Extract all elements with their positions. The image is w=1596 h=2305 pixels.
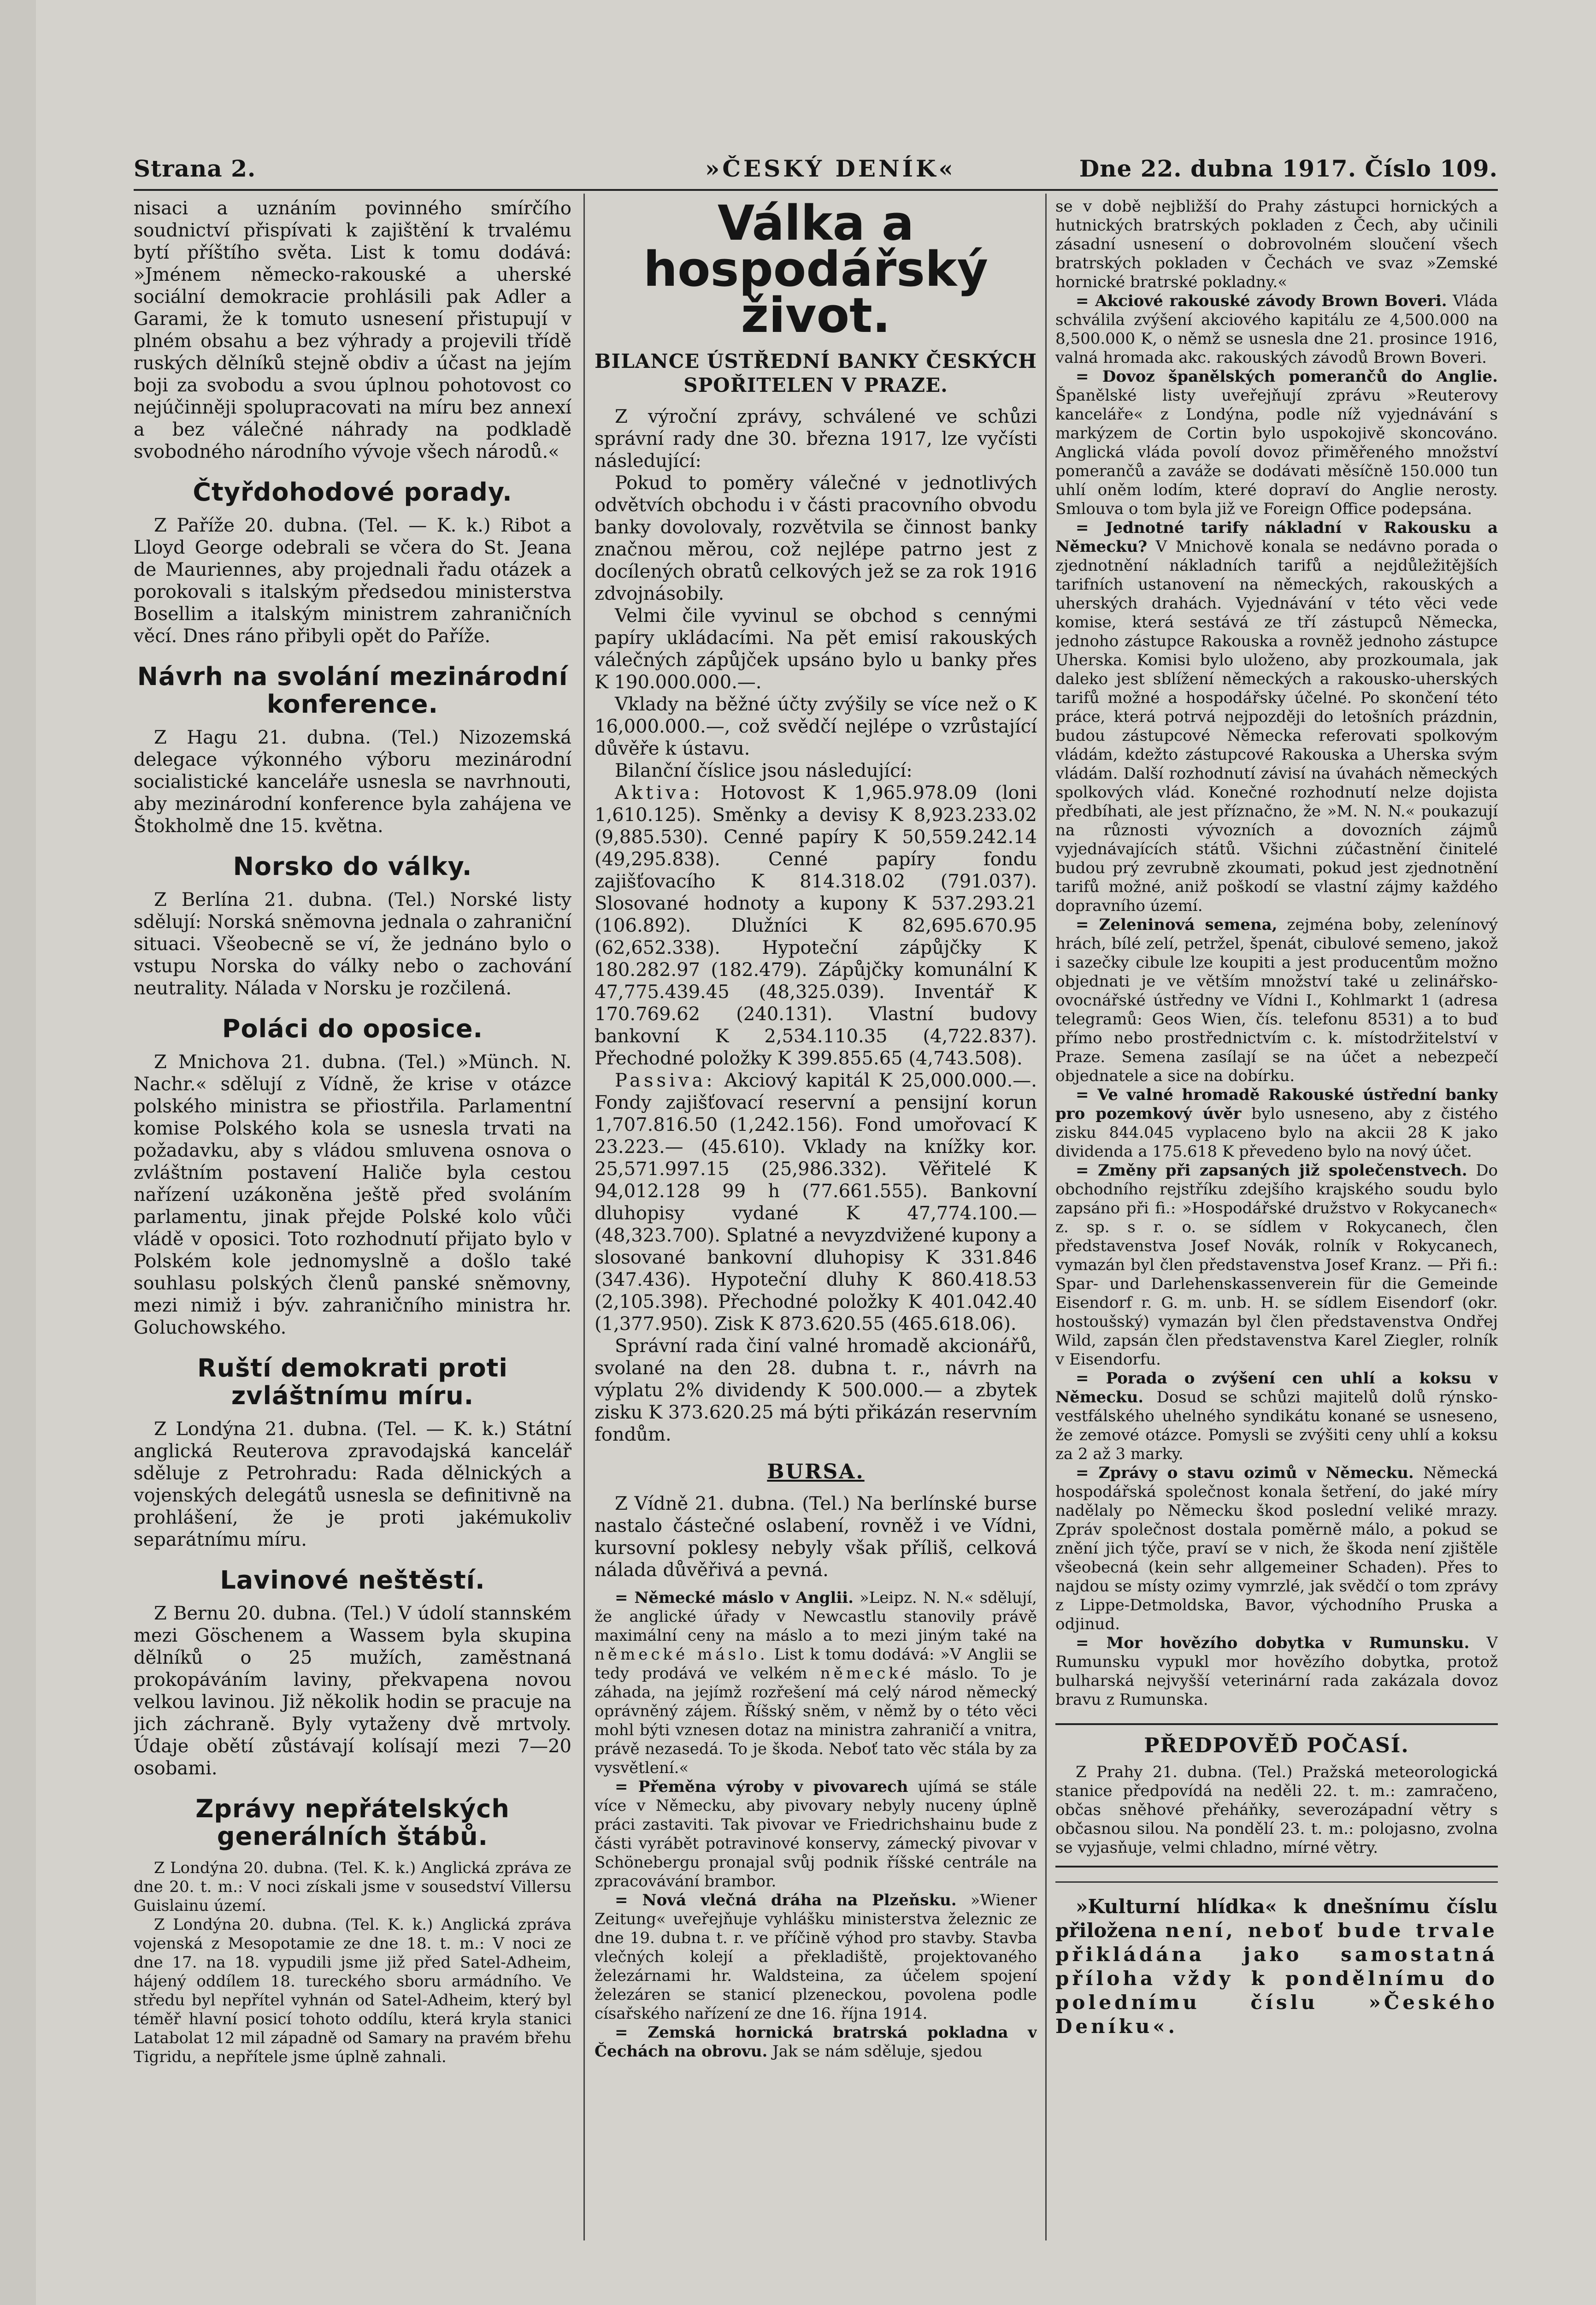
column-divider [1045, 194, 1047, 2240]
weather-forecast-text: Z Prahy 21. dubna. (Tel.) Pražská meteorologická stanice předpovídá na neděli 22. t. m.: zamračeno, občas sněhové přeháňky, severozápadní větry s občasnou silou. Na pondělí 23. t. m.: polojasno, zvolna se vyjasňuje, velmi chladno, mírné větry. [1055, 1763, 1498, 1857]
column-1 [134, 197, 571, 2263]
news-item: = Přeměna výroby v pivovarech ujímá se stále více v Německu, aby pivovary nebyly nuceny úplně práci zastaviti. Tak pivovar ve Friedrichshainu bude z části vyrábět potravinové konservy, zámecký pivovar v Schönebergu pronajal svůj podnik říšské centrále na zpracovávání brambor. [595, 1778, 1037, 1891]
article-body: Bilanční číslice jsou následující: [615, 760, 913, 781]
article-body: Pokud to poměry válečné v jednotlivých odvětvích obchodu i v části pracovního obvodu banky dovolovaly, rozvětvila se činnost banky značnou měrou, což nejlépe patrno jest z docílených obratů celkových jež se za rok 1916 zdvojnásobily. [595, 473, 1037, 604]
liabilities-figures: Akciový kapitál K 25,000.000.—. Fondy zajišťovací reservní a pensijní korun 1,707.816.50 (1,242.156). Fond umořovací K 23.223.— (45.610). Vklady na knížky kor. 25,571.997.15 (25,986.332). Věřitelé K 94,012.128 99 h (77.661.555). Bankovní dluhopisy vydané K 47,774.100.— (48,323.700). Splatné a nevyzdvižené kupony a slosované bankovní dluhopisy K 331.846 (347.436). Hypoteční dluhy K 860.418.53 (2,105.398). Přechodné položky K 401.042.40 (1,377.950). Zisk K 873.620.55 (465.618.06). [595, 1070, 1037, 1335]
column-3 [1055, 197, 1498, 2263]
subheadline: BILANCE ÚSTŘEDNÍ BANKY ČESKÝCH SPOŘITELEN V PRAZE. [595, 350, 1037, 396]
divider [1055, 1881, 1498, 1883]
news-item: = Zeleninová semena, zejména boby, zelenínový hrách, bílé zelí, petržel, špenát, cibulové semeno, jakož i sazečky cibule lze koupiti a jest producentům možno objednati je ve větším množství také u zelinářsko-ovocnářské ústředny ve Vídni I., Kohlmarkt 1 (adresa telegramů: Geos Wien, čís. telefonu 8531) a to buď přímo nebo prostřednictvím c. k. místodržitelství v Praze. Semena zasílají se na účet a nebezpečí objednatele a sice na dobírku. [1055, 916, 1498, 1085]
news-item: = Německé máslo v Anglii. »Leipz. N. N.« sdělují, že anglické úřady v Newcastlu stanovily právě maximální ceny na máslo a to mezi jiným také na německé máslo. List k tomu dodává: »V Anglii se tedy prodává ve velkém německé máslo. To je záhada, na jejímž rozřešení má celý národ německý oprávněný zájem. Říšský sněm, v němž by o této věci mohl býti vznesen dotaz na ministra zahraničí a vnitra, právě nezasedá. To je škoda. Neboť tato věc stála by za vysvětlení.« [595, 1589, 1037, 1777]
news-item: = Ve valné hromadě Rakouské ústřední banky pro pozemkový úvěr bylo usneseno, aby z čistého zisku 844.045 vyplaceno bylo na akcii 28 K jako dividenda a 175.618 K převedeno bylo na nový účet. [1055, 1086, 1498, 1161]
news-item-head: = Zemská hornická bratrská pokladna v Čechách na obrovu. [595, 2023, 1037, 2061]
news-item: = Nová vlečná dráha na Plzeňsku. »Wiener Zeitung« uveřejňuje vyhlášku ministerstva železnic ze dne 19. dubna t. r. ve příčině výhod pro stavby. Stavba vlečných kolejí a překladiště, projektovaného železárnami hr. Waldsteina, za účelem spojení železáren se stanicí plzeneckou, povolena podle císařského nařízení ze dne 16. října 1914. [595, 1891, 1037, 2023]
headline: Poláci do oposice. [222, 1014, 483, 1043]
news-item-head: = Akciové rakouské závody Brown Boveri. [1076, 292, 1447, 310]
weather-forecast-title: PŘEDPOVĚĎ POČASÍ. [1144, 1734, 1409, 1757]
article-continuation: se v době nejbližší do Prahy zástupci hornických a hutnických bratrských pokladen z Čech, aby učinili zásadní usnesení o dobrovolném sloučení všech bratrských pokladen v Čechách ve svaz »Zemské hornické bratrské pokladny.« [1055, 197, 1498, 291]
liabilities-label: Passiva: [615, 1070, 716, 1091]
news-item-head: = Porada o zvýšení cen uhlí a koksu v Německu. [1055, 1369, 1498, 1407]
article-body: Z Londýna 20. dubna. (Tel. K. k.) Anglická zpráva vojenská z Mesopotamie ze dne 18. t. m.: V noci ze dne 17. na 18. vypudili jsme již před Satel-Adheim, hájený oddílem 18. tureckého sboru armádního. Ve středu byl nepřítel vyhnán od Satel-Adheim, který byl téměř hlavní posicí tohoto oddílu, která kryla stanici Latabolat 12 mil západně od Samary na pravém břehu Tigridu, a nepřítele jsme úplně zahnali. [134, 1915, 571, 2066]
article-body: Z Mnichova 21. dubna. (Tel.) »Münch. N. Nachr.« sdělují z Vídně, že krise v otázce polského ministra se přiostřila. Parlamentní komise Polského kola se usnesla trvati na požadavku, aby s vládou smluvena osnova o zvláštním postavení Haliče byla cestou nařízení uzákoněna ještě před svoláním parlamentu, jinak přejde Polské kolo vůči vládě v oposici. Toto rozhodnutí přijato bylo v Polském kole jednomyslně a došlo také souhlasu polských členů panské sněmovny, mezi nimiž i býv. zahraničního ministra hr. Goluchowského. [134, 1052, 571, 1338]
news-item: = Porada o zvýšení cen uhlí a koksu v Německu. Dosud se schůzi majitelů dolů rýnsko-vestfálského uhelného syndikátu konané se usneseno, že zemové otázce. Pomysli se zvýšiti ceny uhlí a koksu za 2 až 3 marky. [1055, 1369, 1498, 1463]
news-item-head: = Mor hovězího dobytka v Rumunsku. [1076, 1634, 1470, 1652]
news-item: = Změny při zapsaných již společenstvech. Do obchodního rejstříku zdejšího krajského soudu bylo zapsáno při fi.: »Hospodářské družstvo v Rokycanech« z. sp. s r. o. se sídlem v Rokycanech, člen představenstva Josef Novák, rolník v Rokycanech, vymazán byl člen představenstva Josef Kranz. — Při fi.: Spar- und Darlehenskassenverein für die Gemeinde Eisendorf r. G. m. unb. H. se sídlem Eisendorf (okr. hostoušský) vymazán byl člen představenstva Ondřej Wild, zapsán člen představenstva Karel Ziegler, rolník v Eisendorfu. [1055, 1161, 1498, 1369]
page-number: Strana 2. [134, 155, 256, 182]
column-2 [595, 197, 1037, 2263]
news-item-head: = Zprávy o stavu ozimů v Německu. [1076, 1464, 1414, 1482]
article-body: Z Berlína 21. dubna. (Tel.) Norské listy sdělují: Norská sněmovna jednala o zahraniční situaci. Všeobecně se ví, že jednáno bylo o vstupu Norska do války nebo o zachování neutrality. Nálada v Norsku je rozčilená. [134, 889, 571, 999]
news-item-head: = Změny při zapsaných již společenstvech. [1076, 1161, 1467, 1180]
article-body: Velmi čile vyvinul se obchod s cennými papíry ukládacími. Na pět emisí rakouských válečných zápůjček upsáno bylo u banky přes K 190.000.000.—. [595, 605, 1037, 693]
article-body: Z Hagu 21. dubna. (Tel.) Nizozemská delegace výkonného výboru mezinárodní socialistické kanceláře usnesla se navrhnouti, aby mezinárodní konference byla zahájena ve Štokholmě dne 15. května. [134, 727, 571, 837]
headline: Čtyřdohodové porady. [193, 478, 512, 507]
headline: Návrh na svolání mezinárodní konference. [137, 662, 568, 719]
article-body: Z Bernu 20. dubna. (Tel.) V údolí stannském mezi Göschenem a Wassem byla skupina dělníků o 25 mužích, zaměstnaná prokopáváním laviny, překvapena novou velkou lavinou. Již několik hodin se pracuje na jich záchraně. Byly vytaženy dvě mrtvoly. Údaje obětí zůstávají kolísají mezi 7—20 osobami. [134, 1603, 571, 1779]
news-item-head: = Zeleninová semena, [1076, 916, 1278, 934]
news-item-head: = Přeměna výroby v pivovarech [615, 1778, 908, 1796]
article-continuation: nisaci a uznáním povinného smírčího soudnictví přispívati k zajištění k trvalému bytí příštího světa. List k tomu dodává: »Jménem německo-rakouské a uherské sociální demokracie prohlásili pak Adler a Garami, že k tomuto usnesení přistupují v plném obsahu a bez výhrady a projevili třídě ruských dělníků stejně obdiv a účast na jejím boji za svobodu a svou úplnou pohotovost co nejúčinněji spolupracovati na míru bez annexí a bez válečné náhrady na podkladě svobodného národního vývoje všech národů.« [134, 198, 571, 462]
article-body: Z Londýna 20. dubna. (Tel. K. k.) Anglická zpráva ze dne 20. t. m.: V noci získali jsme v sousedství Villersu Guislainu území. [134, 1859, 571, 1915]
article-body: Z Londýna 21. dubna. (Tel. — K. k.) Státní anglická Reuterova zpravodajská kancelář sděluje z Petrohradu: Rada dělnických a vojenských delegátů usnesla se definitivně na prohlášení, že je proti jakémukoliv separátnímu míru. [134, 1418, 571, 1550]
weather-forecast-box [1055, 1723, 1498, 1868]
header-rule [134, 189, 1498, 191]
headline: Lavinové neštěstí. [220, 1566, 485, 1595]
assets-label: Aktiva: [615, 782, 703, 804]
headline: Ruští demokrati proti zvláštnímu míru. [197, 1353, 508, 1410]
news-item-head: = Ve valné hromadě Rakouské ústřední banky pro pozemkový úvěr [1055, 1086, 1498, 1123]
masthead-title: »ČESKÝ DENÍK« [705, 155, 956, 182]
balance-assets [595, 782, 1037, 1070]
issue-date: Dne 22. dubna 1917. Číslo 109. [1079, 155, 1498, 182]
news-item: = Akciové rakouské závody Brown Boveri. Vláda schválila zvýšení akciového kapitálu ze 4,500.000 na 8,500.000 K, o němž se usnesla dne 21. prosince 1916, valná hromada akc. rakouských závodů Brown Boveri. [1055, 292, 1498, 367]
article-body: Vklady na běžné účty zvýšily se více než o K 16,000.000.—, což svědčí nejlépe o vzrůstající důvěře k ústavu. [595, 694, 1037, 759]
article-body: Z výroční zprávy, schválené ve schůzi správní rady dne 30. března 1917, lze vyčísti následující: [595, 406, 1037, 472]
news-item: = Mor hovězího dobytka v Rumunsku. V Rumunsku vypukl mor hovězího dobytka, protož bulharská nejvyšší veterinární rada zakázala dovoz bravu z Rumunska. [1055, 1634, 1498, 1709]
headline-bursa: BURSA. [767, 1460, 865, 1483]
news-item-head: = Německé máslo v Anglii. [615, 1589, 854, 1607]
news-item: = Zprávy o stavu ozimů v Německu. Německá hospodářská společnost konala šetření, do jaké míry nadělaly po Německu škod poslední veliké mrazy. Zpráv společnost dostala poměrně málo, a pokud se znění jich týče, praví se v nich, že škoda není zjištěle všeobecná (kein sehr allgemeiner Schaden). Přes to najdou se místy ozimy vymrzlé, jak svědčí o tom zprávy z Lippe-Detmoldska, Bavor, východního Pruska a odjinud. [1055, 1464, 1498, 1633]
news-item-head: = Jednotné tarify nákladní v Rakousku a Německu? [1055, 519, 1498, 556]
supplement-notice: »Kulturní hlídka« k dnešnímu číslu přiložena není, neboť bude trvale přikládána jako samostatná příloha vždy k pondělnímu do polednímu číslu »Českého Deníku«. [1055, 1895, 1498, 2038]
section-title: Válka a hospodářský život. [643, 197, 989, 343]
balance-liabilities [595, 1070, 1037, 1335]
news-item: = Jednotné tarify nákladní v Rakousku a Německu? V Mnichově konala se nedávno porada o zjednotnění nákladních tarifů a nejdůležitějších tarifních ustanovení na německých, rakouských a uherských drahách. Vyjednávání v této věci vede komise, která sestává ze tří zástupců Německa, jednoho zástupce Rakouska a rovněž jednoho zástupce Uherska. Komisi bylo uloženo, aby prozkoumala, jak daleko jest sblížení německých a rakousko-uherských tarifů možné a hospodářsky účelné. Po skončení této práce, která potrvá nejpozději do letošních prázdnin, budou zástupcové Německa referovati spolkovým vládám, kdežto zástupcové Rakouska a Uherska svým vládám. Další rozhodnutí závisí na úvahách německých spolkových vlád. Konečné rozhodnutí nelze dojista předbíhati, ale jest příznačno, že »M. N. N.« poukazují na různosti vývozních a dovozních zájmů vyjednávajících států. Všichni zúčastnění činitelé budou prý zevrubně zkoumati, pokud jest zjednotnění tarifů možné, aniž poškodí se vlastní zájmy každého dopravního území. [1055, 519, 1498, 915]
article-body: Z Vídně 21. dubna. (Tel.) Na berlínské burse nastalo částečné oslabení, rovněž i ve Vídni, kursovní poklesy nebyly však příliš, celková nálada důvěřivá a pevná. [595, 1493, 1037, 1581]
headline: Zprávy nepřátelských generálních štábů. [195, 1794, 510, 1851]
headline: Norsko do války. [233, 852, 472, 881]
news-item: = Dovoz španělských pomerančů do Anglie. Španělské listy uveřejňují zprávu »Reuterovy kanceláře« z Londýna, podle níž vyjednávání s markýzem de Cortin bylo uspokojivě skoncováno. Anglická vláda povolí dovoz přiměřeného množství pomerančů a zaváže se dodávati měsíčně 150.000 tun uhlí oněm lodím, které dopraví do Anglie nerosty. Smlouva o tom byla již ve Foreign Office podepsána. [1055, 367, 1498, 518]
news-item: = Zemská hornická bratrská pokladna v Čechách na obrovu. Jak se nám sděluje, sjedou [595, 2023, 1037, 2061]
column-divider [583, 194, 585, 2240]
assets-figures: Hotovost K 1,965.978.09 (loni 1,610.125). Směnky a devisy K 8,923.233.02 (9,885.530). Cenné papíry K 50,559.242.14 (49,295.838). Cenné papíry fondu zajišťovacího K 814.318.02 (791.037). Slosované hodnoty a kupony K 537.293.21 (106.892). Dlužníci K 82,695.670.95 (62,652.338). Hypoteční zápůjčky K 180.282.97 (182.479). Zápůjčky komunální K 47,775.439.45 (48,325.039). Inventář K 170.769.62 (240.131). Vlastní budovy bankovní K 2,534.110.35 (4,722.837). Přechodné položky K 399.855.65 (4,743.508). [595, 782, 1037, 1069]
article-body: Z Paříže 20. dubna. (Tel. — K. k.) Ribot a Lloyd George odebrali se včera do St. Jeana de Mauriennes, aby projednali řadu otázek a porokovali s italským předsedou ministerstva Bosellim a italským ministrem zahraničních věcí. Dnes ráno přibyli opět do Paříže. [134, 515, 571, 647]
news-item-head: = Dovoz španělských pomerančů do Anglie. [1076, 367, 1498, 386]
article-body: Správní rada činí valné hromadě akcionářů, svolané na den 28. dubna t. r., návrh na výplatu 2% dividendy K 500.000.— a zbytek zisku K 373.620.25 má býti přikázán reservním fondům. [595, 1336, 1037, 1445]
page-header [134, 155, 1498, 187]
news-item-head: = Nová vlečná dráha na Plzeňsku. [615, 1891, 957, 1909]
